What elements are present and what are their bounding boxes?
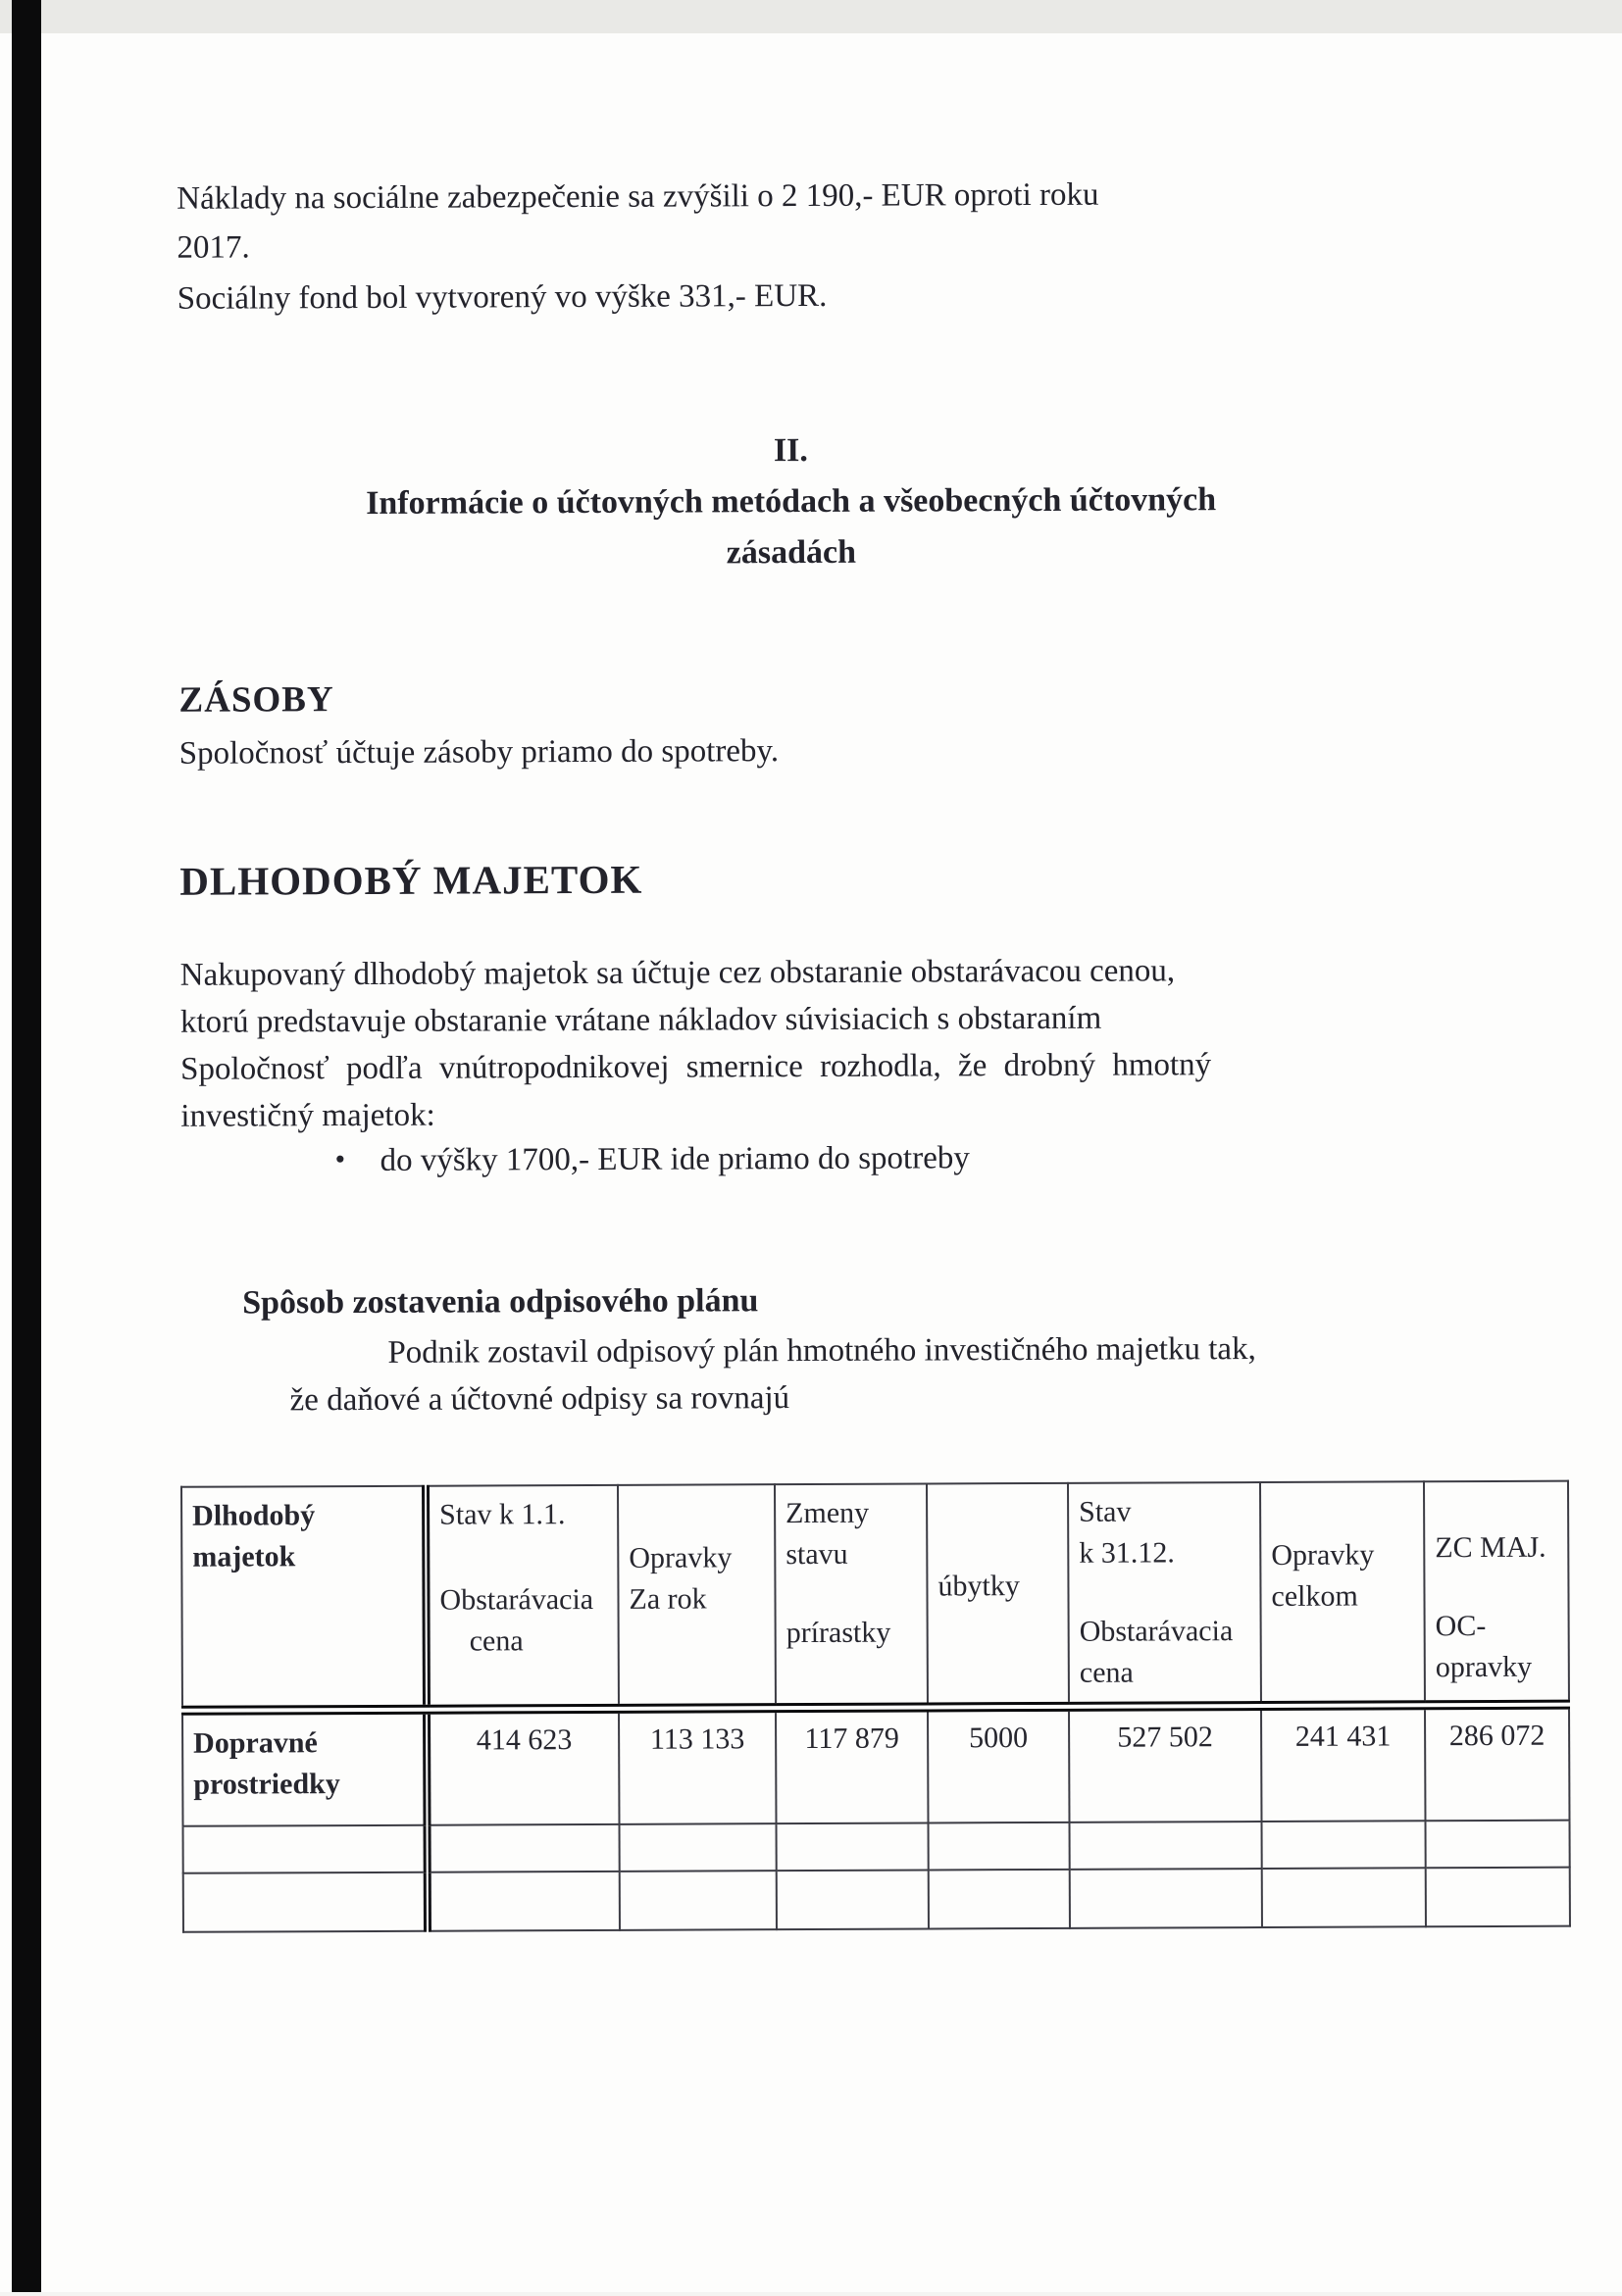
header-line: Opravky bbox=[629, 1541, 733, 1574]
table-header-row bbox=[181, 1481, 1569, 1711]
table-cell-empty bbox=[929, 1822, 1070, 1871]
heading-zasoby: ZÁSOBY bbox=[178, 679, 334, 721]
bullet-icon: • bbox=[334, 1143, 346, 1176]
paragraph-line: že daňové a účtovné odpisy sa rovnajú bbox=[289, 1380, 790, 1419]
header-cell-ubytky bbox=[927, 1483, 1069, 1708]
header-line: Za rok bbox=[629, 1582, 707, 1616]
paragraph-line: Spoločnosť účtuje zásoby priamo do spotreby. bbox=[178, 733, 780, 772]
paragraph-line: Nakupovaný dlhodobý majetok sa účtuje cez obstaranie obstarávacou cenou, bbox=[179, 953, 1176, 993]
header-cell-zc-maj bbox=[1424, 1481, 1569, 1706]
header-line: Opravky bbox=[1271, 1538, 1375, 1572]
header-line: Stav bbox=[1079, 1495, 1132, 1528]
value-cell-obstaravacia-cena-31-12: 527 502 bbox=[1069, 1706, 1262, 1822]
header-line: Obstarávacia bbox=[439, 1582, 594, 1617]
header-cell-zmeny-stavu bbox=[775, 1483, 928, 1708]
table-cell-empty bbox=[1070, 1822, 1262, 1870]
header-line: ZC MAJ. bbox=[1435, 1530, 1546, 1565]
header-cell-opravky-celkom bbox=[1260, 1481, 1425, 1706]
table-cell-empty bbox=[428, 1872, 620, 1931]
section-title-line: Informácie o účtovných metódach a všeobecných účtovných bbox=[366, 481, 1217, 522]
table-row-dopravne-prostriedky bbox=[182, 1705, 1570, 1826]
paragraph-line: investičný majetok: bbox=[180, 1097, 435, 1134]
table-row-empty bbox=[183, 1821, 1570, 1873]
table-cell-empty bbox=[1070, 1869, 1262, 1928]
paragraph-line: Spoločnosť podľa vnútropodnikovej smernice rozhodla, že drobný hmotný bbox=[180, 1047, 1212, 1087]
table-cell-empty bbox=[620, 1871, 777, 1930]
table-cell-empty bbox=[183, 1825, 428, 1873]
header-line: stavu bbox=[786, 1537, 848, 1572]
table-row-empty bbox=[183, 1868, 1570, 1932]
value-cell-prirastky: 117 879 bbox=[776, 1707, 929, 1823]
bullet-item-text: do výšky 1700,- EUR ide priamo do spotreby bbox=[380, 1140, 970, 1178]
paragraph-line: Náklady na sociálne zabezpečenie sa zvýšili o 2 190,- EUR oproti roku bbox=[177, 176, 1099, 217]
header-line: Obstarávacia bbox=[1079, 1615, 1234, 1648]
header-line: OC- bbox=[1435, 1610, 1487, 1643]
asset-depreciation-table bbox=[180, 1480, 1571, 1933]
header-line: k 31.12. bbox=[1079, 1536, 1175, 1570]
table-cell-empty bbox=[428, 1824, 620, 1872]
heading-odpisovy-plan: Spôsob zostavenia odpisového plánu bbox=[242, 1282, 759, 1322]
row-label-cell bbox=[182, 1710, 428, 1826]
table-cell-empty bbox=[929, 1870, 1070, 1929]
value-cell-opravky-za-rok: 113 133 bbox=[619, 1708, 777, 1824]
header-cell-stav-k-31-12 bbox=[1068, 1482, 1261, 1707]
header-cell-dlhodoby-majetok bbox=[181, 1486, 427, 1711]
table-cell-empty bbox=[1425, 1821, 1569, 1869]
table-cell-empty bbox=[1426, 1868, 1570, 1927]
value-cell-ubytky: 5000 bbox=[928, 1707, 1070, 1823]
header-line: prírastky bbox=[786, 1616, 891, 1650]
value-cell-obstaravacia-cena-1-1: 414 623 bbox=[427, 1709, 620, 1825]
table-cell-empty bbox=[1262, 1821, 1426, 1869]
header-line: Dlhodobý bbox=[192, 1499, 316, 1532]
header-line: Zmeny bbox=[786, 1496, 870, 1530]
row-label-line: Dopravné bbox=[193, 1726, 318, 1760]
table-cell-empty bbox=[620, 1823, 777, 1872]
header-line: cena bbox=[1079, 1656, 1134, 1689]
table-cell-empty bbox=[183, 1872, 428, 1932]
table-cell-empty bbox=[777, 1822, 929, 1871]
heading-dlhodoby-majetok: DLHODOBÝ MAJETOK bbox=[179, 856, 643, 904]
section-number: II. bbox=[773, 432, 808, 470]
paragraph-line: ktorú predstavuje obstaranie vrátane nákladov súvisiacich s obstaraním bbox=[179, 1000, 1102, 1040]
value-cell-opravky-celkom: 241 431 bbox=[1261, 1705, 1426, 1822]
header-line: majetok bbox=[192, 1540, 296, 1573]
header-line: úbytky bbox=[938, 1570, 1020, 1603]
table-cell-empty bbox=[1262, 1868, 1426, 1927]
header-line: celkom bbox=[1271, 1579, 1358, 1613]
header-line: cena bbox=[469, 1624, 524, 1658]
section-title-line: zásadách bbox=[726, 533, 857, 572]
paragraph-line: Sociálny fond bol vytvorený vo výške 331,- EUR. bbox=[177, 277, 828, 317]
value-cell-zc-maj: 286 072 bbox=[1425, 1705, 1570, 1822]
header-cell-opravky-za-rok bbox=[618, 1484, 776, 1709]
paragraph-line: 2017. bbox=[177, 229, 250, 266]
header-cell-stav-k-1-1 bbox=[426, 1485, 619, 1710]
header-line: Stav k 1.1. bbox=[439, 1498, 566, 1531]
row-label-line: prostriedky bbox=[193, 1768, 340, 1801]
header-line: opravky bbox=[1435, 1650, 1533, 1684]
table-cell-empty bbox=[777, 1870, 929, 1929]
paragraph-line: Podnik zostavil odpisový plán hmotného investičného majetku tak, bbox=[387, 1331, 1256, 1371]
